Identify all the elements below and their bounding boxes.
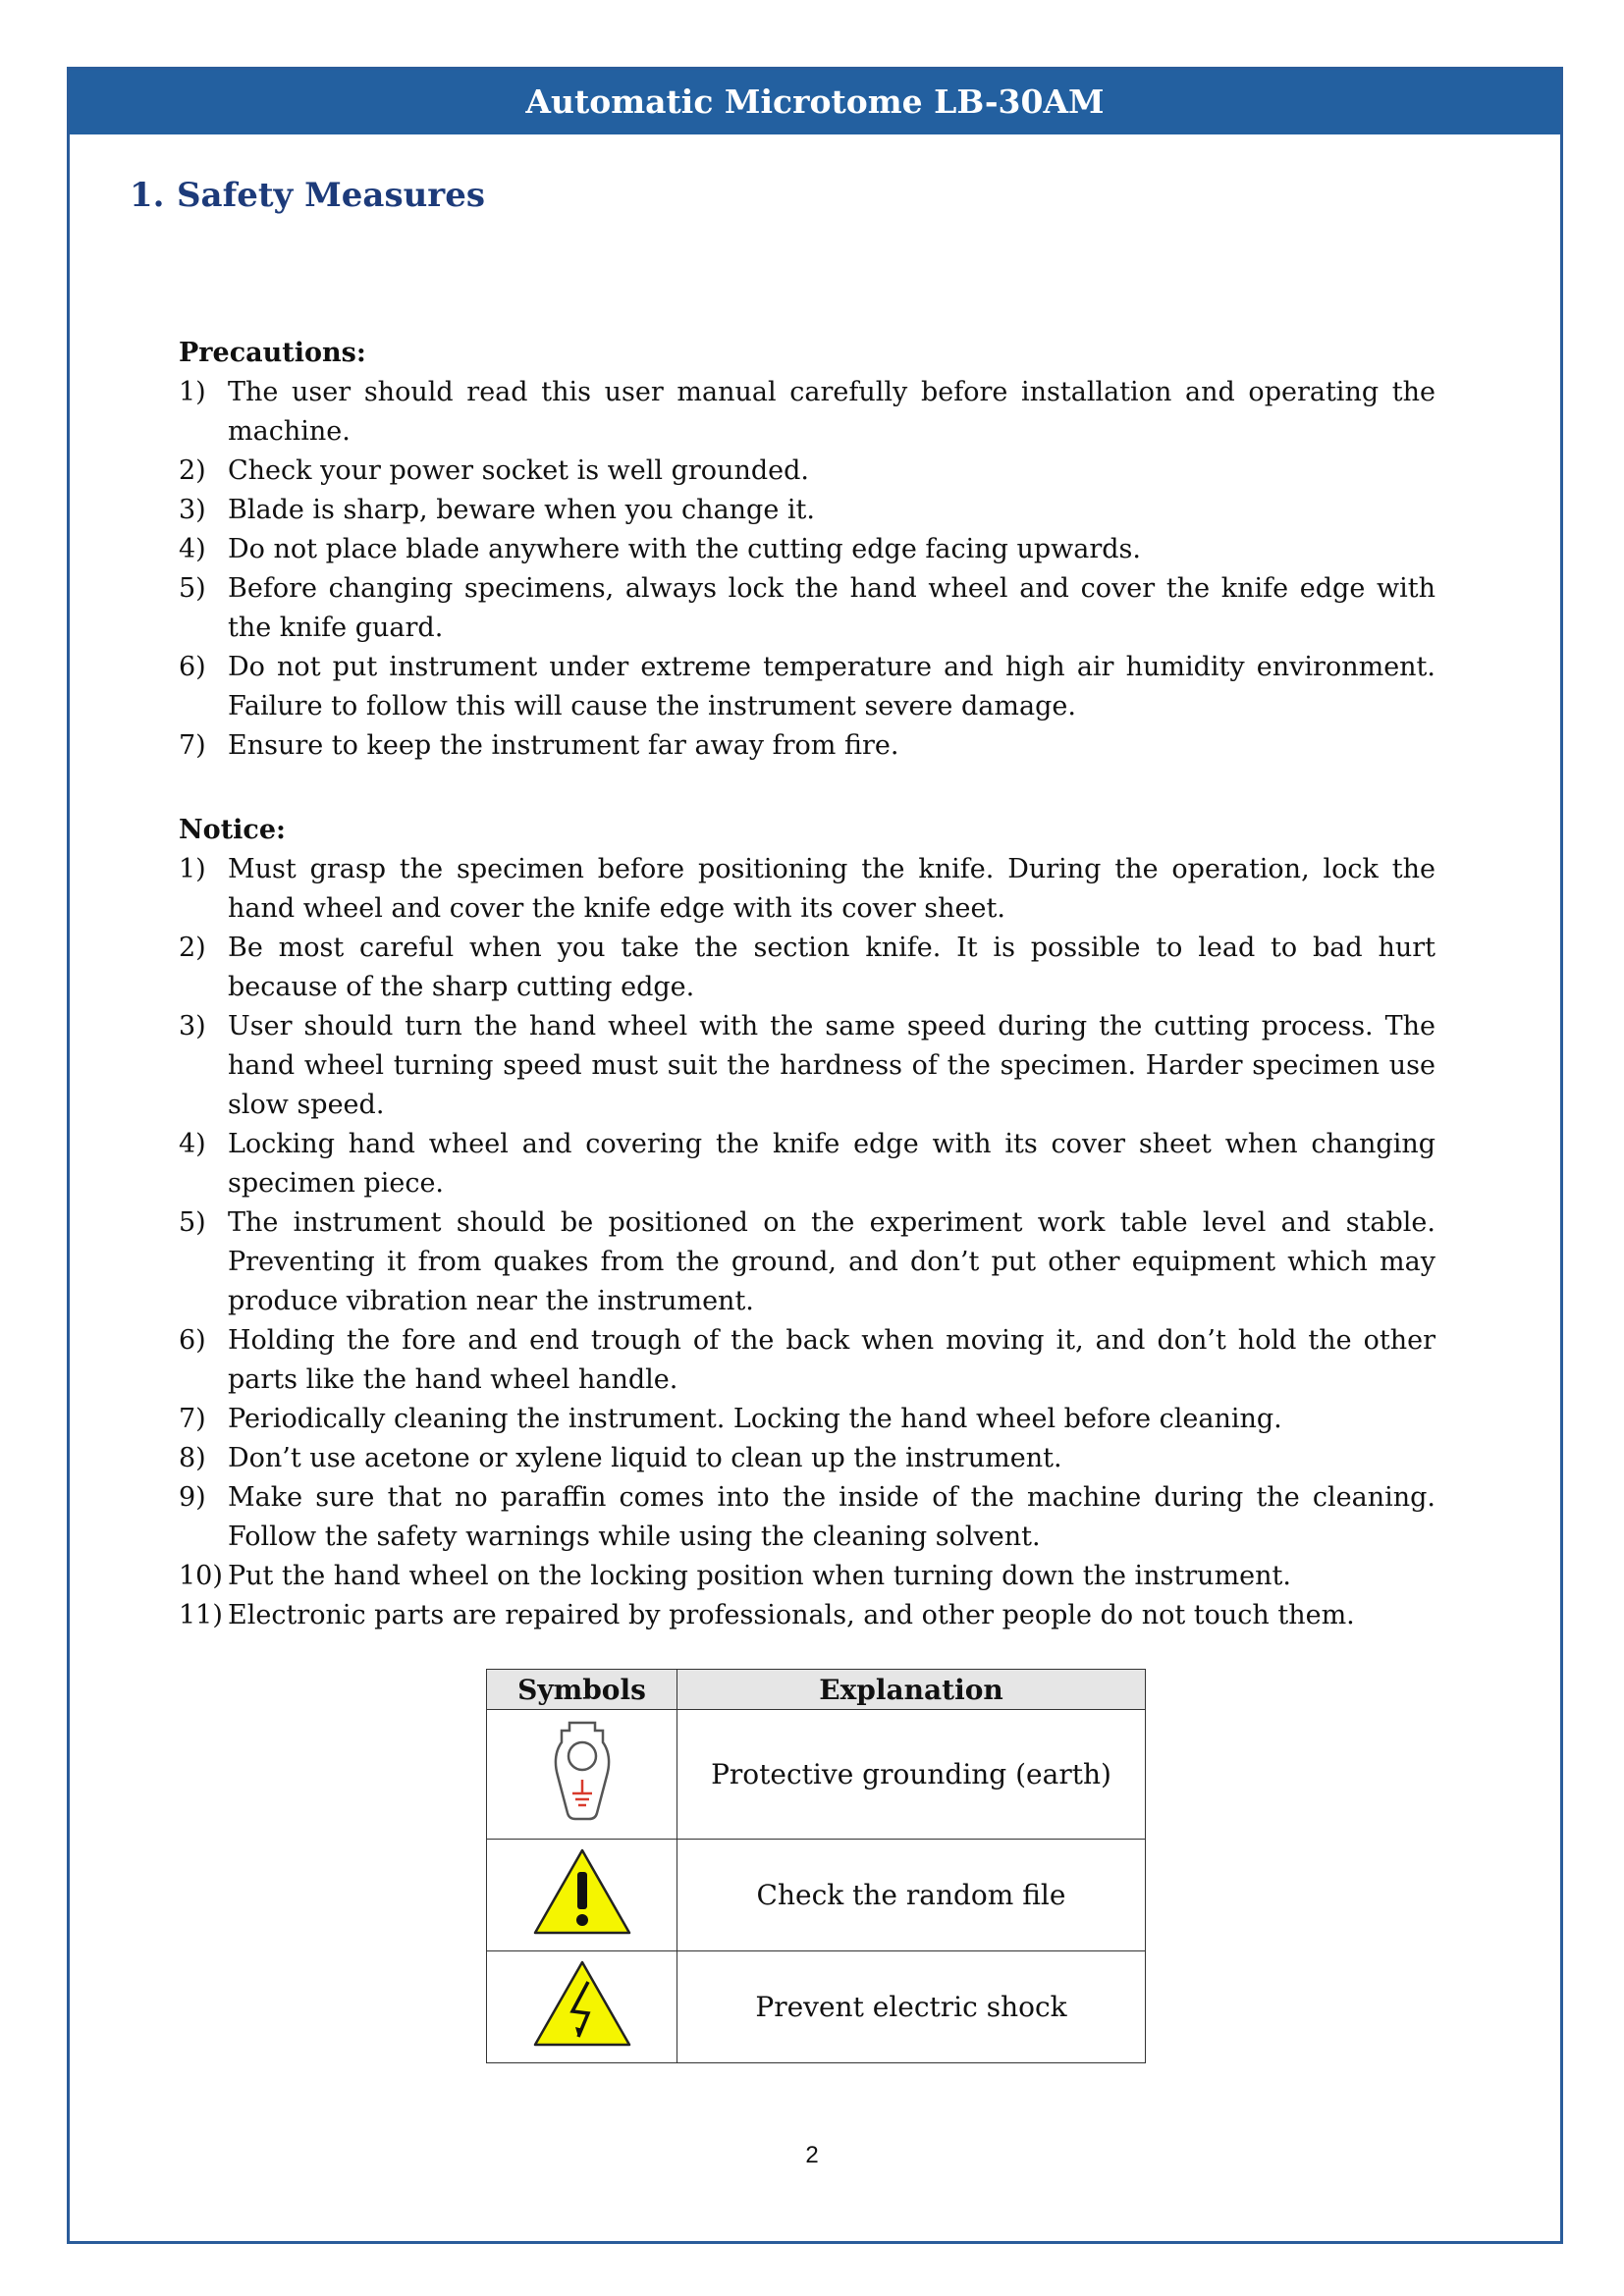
item-number: 5) (179, 573, 206, 604)
item-text: Holding the fore and end trough of the back when moving it, and don’t hold the other parts like the hand wheel handle. (228, 1325, 1435, 1395)
item-text: Before changing specimens, always lock the hand wheel and cover the knife edge with the knife guard. (228, 573, 1435, 643)
table-row (487, 1710, 1146, 1840)
item-text: Do not put instrument under extreme temperature and high air humidity environment. Failure to follow this will cause the instrument severe damage. (228, 652, 1435, 721)
item-number: 6) (179, 652, 206, 682)
precautions-block (179, 334, 1435, 766)
item-text: Ensure to keep the instrument far away from fire. (228, 730, 899, 761)
symbol-cell (487, 1951, 677, 2063)
list-item (179, 850, 1435, 929)
list-item (179, 1125, 1435, 1203)
item-number: 5) (179, 1207, 206, 1238)
table-header-row (487, 1670, 1146, 1710)
list-item (179, 1400, 1435, 1439)
item-number: 2) (179, 455, 206, 486)
symbols-table (486, 1669, 1146, 2063)
item-number: 11) (179, 1600, 223, 1630)
item-text: The user should read this user manual carefully before installation and operating the machine. (228, 377, 1435, 447)
list-item (179, 452, 1435, 491)
item-text: Periodically cleaning the instrument. Locking the hand wheel before cleaning. (228, 1404, 1282, 1434)
list-item (179, 1596, 1435, 1635)
document-header: Automatic Microtome LB-30AM (70, 70, 1560, 134)
item-text: Be most careful when you take the section knife. It is possible to lead to bad hurt because of the sharp cutting edge. (228, 933, 1435, 1002)
item-text: Make sure that no paraffin comes into the inside of the machine during the cleaning. Follow the safety warnings while using the cleaning solvent. (228, 1482, 1435, 1552)
list-item (179, 648, 1435, 726)
section-heading (130, 176, 485, 215)
item-number: 4) (179, 534, 206, 564)
list-item (179, 569, 1435, 648)
item-text: Locking hand wheel and covering the knife edge with its cover sheet when changing specimen piece. (228, 1129, 1435, 1199)
table-row (487, 1951, 1146, 2063)
item-number: 6) (179, 1325, 206, 1356)
list-item (179, 1203, 1435, 1321)
symbol-cell (487, 1840, 677, 1951)
item-text: User should turn the hand wheel with the same speed during the cutting process. The hand wheel turning speed must suit the hardness of the specimen. Harder specimen use slow speed. (228, 1011, 1435, 1120)
item-number: 1) (179, 854, 206, 884)
notice-block (179, 811, 1435, 1635)
list-item (179, 1557, 1435, 1596)
section-number: 1. (130, 176, 165, 215)
symbols-column-header: Symbols (487, 1670, 677, 1710)
item-text: Don’t use acetone or xylene liquid to clean up the instrument. (228, 1443, 1062, 1473)
item-number: 4) (179, 1129, 206, 1159)
item-number: 2) (179, 933, 206, 963)
explanation-column-header: Explanation (677, 1670, 1146, 1710)
item-text: Check your power socket is well grounded. (228, 455, 809, 486)
item-number: 1) (179, 377, 206, 407)
symbol-cell (487, 1710, 677, 1840)
page-number: 2 (805, 2142, 819, 2168)
explanation-cell: Prevent electric shock (677, 1951, 1146, 2063)
item-number: 10) (179, 1561, 223, 1591)
item-text: Blade is sharp, beware when you change it. (228, 495, 815, 525)
item-text: Electronic parts are repaired by professionals, and other people do not touch them. (228, 1600, 1355, 1630)
item-text: Put the hand wheel on the locking position when turning down the instrument. (228, 1561, 1291, 1591)
item-number: 7) (179, 730, 206, 761)
item-number: 7) (179, 1404, 206, 1434)
list-item (179, 1478, 1435, 1557)
protective-earth-icon (548, 1719, 617, 1823)
table-row (487, 1840, 1146, 1951)
item-number: 3) (179, 495, 206, 525)
explanation-cell: Check the random file (677, 1840, 1146, 1951)
list-item (179, 1439, 1435, 1478)
caution-exclamation-icon (531, 1846, 633, 1937)
item-text: Do not place blade anywhere with the cutting edge facing upwards. (228, 534, 1141, 564)
explanation-cell: Protective grounding (earth) (677, 1710, 1146, 1840)
list-item (179, 1007, 1435, 1125)
list-item (179, 929, 1435, 1007)
list-item (179, 1321, 1435, 1400)
section-title: Safety Measures (177, 176, 485, 215)
notice-heading: Notice: (179, 815, 287, 845)
list-item (179, 726, 1435, 766)
electric-shock-warning-icon (531, 1958, 633, 2049)
list-item (179, 373, 1435, 452)
precautions-heading: Precautions: (179, 338, 366, 368)
list-item (179, 491, 1435, 530)
item-text: Must grasp the specimen before positioning the knife. During the operation, lock the hand wheel and cover the knife edge with its cover sheet. (228, 854, 1435, 924)
item-text: The instrument should be positioned on the experiment work table level and stable. Preventing it from quakes from the ground, and don’t put other equipment which may produce vibration near the instrument. (228, 1207, 1435, 1316)
item-number: 9) (179, 1482, 206, 1513)
item-number: 8) (179, 1443, 206, 1473)
item-number: 3) (179, 1011, 206, 1041)
list-item (179, 530, 1435, 569)
